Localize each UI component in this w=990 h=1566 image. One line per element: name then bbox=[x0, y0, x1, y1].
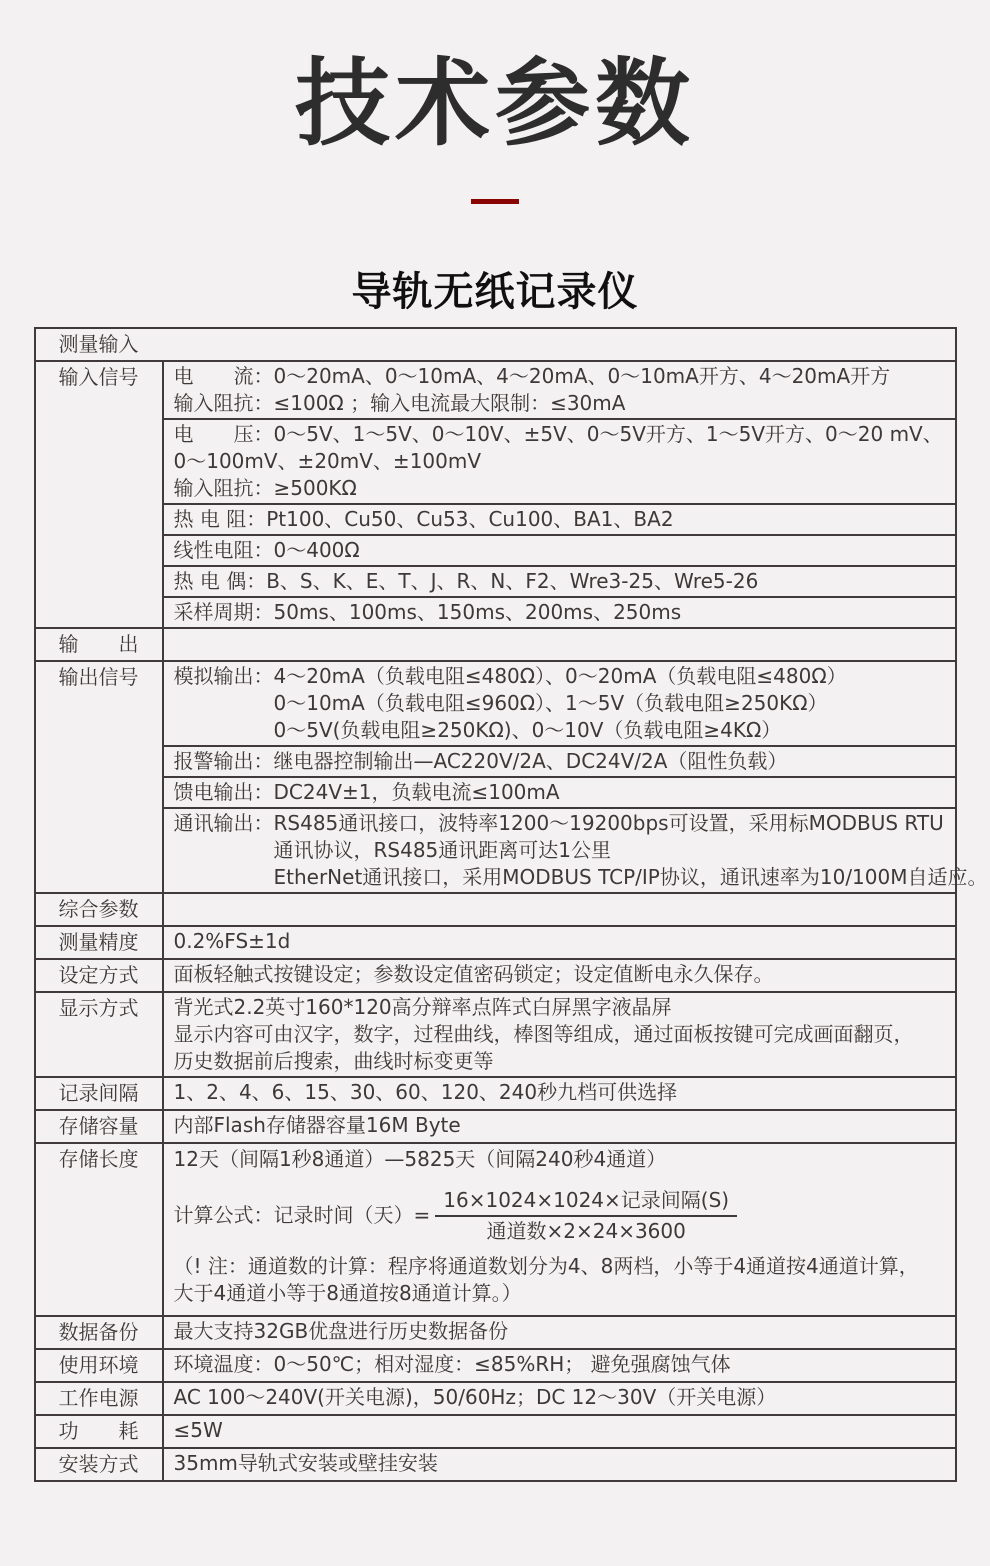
row-power-consumption bbox=[36, 1416, 955, 1449]
spec-line: 线性电阻：0～400Ω bbox=[173, 537, 360, 562]
spec-table bbox=[34, 327, 988, 1482]
sub-row-current bbox=[164, 362, 955, 420]
row-value-empty bbox=[164, 629, 955, 660]
spec-line: 输入阻抗：≤100Ω ；输入电流最大限制：≤30mA bbox=[173, 390, 626, 415]
row-value bbox=[164, 927, 955, 958]
sub-row bbox=[164, 1350, 955, 1379]
spec-line: 电 压：0～5V、1～5V、0～10V、±5V、0～5V开方、1～5V开方、0～20 mV、 bbox=[173, 421, 943, 446]
formula-note: （! 注：通道数的计算：程序将通道数划分为4、8两档，小等于4通道按4通道计算， bbox=[173, 1253, 919, 1278]
row-label: 显示方式 bbox=[36, 993, 164, 1076]
row-label: 存储长度 bbox=[36, 1144, 164, 1315]
section-row-general-params bbox=[36, 894, 955, 927]
spec-line: 面板轻触式按键设定；参数设定值密码锁定；设定值断电永久保存。 bbox=[173, 961, 774, 986]
row-value bbox=[164, 1144, 955, 1315]
row-power-supply bbox=[36, 1383, 955, 1416]
row-installation bbox=[36, 1449, 955, 1480]
spec-line: 最大支持32GB优盘进行历史数据备份 bbox=[173, 1318, 509, 1343]
row-record-interval bbox=[36, 1078, 955, 1111]
sub-row bbox=[164, 1111, 955, 1140]
row-value bbox=[164, 1416, 955, 1447]
row-value bbox=[164, 1383, 955, 1414]
spec-line: 0～100mV、±20mV、±100mV bbox=[173, 448, 482, 473]
product-subtitle: 导轨无纸记录仪 bbox=[351, 268, 639, 315]
sub-row-feed-output bbox=[164, 778, 955, 809]
row-display-method bbox=[36, 993, 955, 1078]
sub-lines bbox=[274, 810, 988, 891]
row-label: 记录间隔 bbox=[36, 1078, 164, 1109]
formula-denominator: 通道数×2×24×3600 bbox=[486, 1218, 686, 1243]
row-value bbox=[164, 993, 955, 1076]
spec-line: 环境温度：0～50℃；相对湿度：≤85%RH； 避免强腐蚀气体 bbox=[173, 1351, 731, 1376]
formula-fraction bbox=[435, 1189, 737, 1243]
spacer bbox=[174, 1173, 955, 1187]
page-title: 技术参数 bbox=[294, 49, 695, 159]
sub-label: 通讯输出： bbox=[173, 810, 274, 835]
row-value bbox=[164, 1111, 955, 1142]
row-label: 测量精度 bbox=[36, 927, 164, 958]
row-label: 工作电源 bbox=[36, 1383, 164, 1414]
spec-line: 显示内容可由汉字，数字，过程曲线，棒图等组成，通过面板按键可完成画面翻页， bbox=[173, 1021, 914, 1046]
formula-note: 大于4通道小等于8通道按8通道计算。） bbox=[173, 1280, 522, 1305]
row-value bbox=[164, 1449, 955, 1480]
sub-row bbox=[164, 1449, 955, 1478]
storage-formula bbox=[174, 1189, 955, 1243]
spec-line: EtherNet通讯接口，采用MODBUS TCP/IP协议，通讯速率为10/100M自适应。 bbox=[273, 864, 988, 889]
row-label: 数据备份 bbox=[36, 1317, 164, 1348]
page-root bbox=[0, 49, 990, 1566]
section-row-measure-input bbox=[36, 329, 955, 362]
sub-row-alarm-output bbox=[164, 747, 955, 778]
sub-row-comm-output bbox=[164, 809, 988, 892]
spec-line: RS485通讯接口，波特率1200～19200bps可设置，采用标MODBUS RTU bbox=[273, 810, 944, 835]
formula-prefix: 计算公式：记录时间（天）= bbox=[173, 1203, 431, 1227]
row-value bbox=[164, 1317, 955, 1348]
spec-line: ≤5W bbox=[173, 1417, 223, 1442]
spec-line: 热 电 阻：Pt100、Cu50、Cu53、Cu100、BA1、BA2 bbox=[173, 506, 674, 531]
spec-line: 输入阻抗：≥500KΩ bbox=[173, 475, 357, 500]
formula-numerator: 16×1024×1024×记录间隔(S) bbox=[435, 1189, 737, 1217]
spec-line: 35mm导轨式安装或壁挂安装 bbox=[173, 1450, 438, 1475]
row-label: 存储容量 bbox=[36, 1111, 164, 1142]
row-value bbox=[164, 662, 988, 892]
row-label: 输入信号 bbox=[36, 362, 164, 627]
spec-line: 0～5V(负载电阻≥250KΩ)、0～10V（负载电阻≥4KΩ） bbox=[273, 717, 782, 742]
sub-row bbox=[164, 927, 955, 956]
spec-line: 热 电 偶：B、S、K、E、T、J、R、N、F2、Wre3-25、Wre5-26 bbox=[173, 568, 759, 593]
row-environment bbox=[36, 1350, 955, 1383]
sub-row bbox=[164, 960, 955, 989]
red-divider bbox=[471, 199, 519, 204]
section-label: 综合参数 bbox=[36, 894, 164, 925]
spec-line: 4～20mA（负载电阻≤480Ω）、0～20mA（负载电阻≤480Ω） bbox=[273, 663, 847, 688]
sub-row bbox=[164, 1383, 955, 1412]
row-label: 使用环境 bbox=[36, 1350, 164, 1381]
row-accuracy bbox=[36, 927, 955, 960]
spec-line: 历史数据前后搜索，曲线时标变更等 bbox=[173, 1048, 494, 1073]
row-storage-length bbox=[36, 1144, 955, 1317]
spec-line: AC 100～240V(开关电源)，50/60Hz；DC 12～30V（开关电源） bbox=[173, 1384, 777, 1409]
spec-line: 采样周期：50ms、100ms、150ms、200ms、250ms bbox=[173, 599, 682, 624]
row-setting-method bbox=[36, 960, 955, 993]
group-row-output-signal bbox=[36, 662, 988, 894]
spec-line: 内部Flash存储器容量16M Byte bbox=[173, 1112, 461, 1137]
row-data-backup bbox=[36, 1317, 955, 1350]
section-row-output bbox=[36, 629, 955, 662]
sub-row-rtd bbox=[164, 505, 955, 536]
sub-label: 模拟输出： bbox=[173, 663, 274, 688]
sub-row bbox=[164, 1416, 955, 1445]
spec-line: 背光式2.2英寸160*120高分辩率点阵式白屏黑字液晶屏 bbox=[173, 994, 672, 1019]
row-value bbox=[164, 1078, 955, 1109]
spec-line: 通讯协议，RS485通讯距离可达1公里 bbox=[273, 837, 611, 862]
row-value bbox=[164, 362, 955, 627]
sub-row bbox=[164, 1317, 955, 1346]
row-label: 功 耗 bbox=[36, 1416, 164, 1447]
row-label: 设定方式 bbox=[36, 960, 164, 991]
row-value bbox=[164, 960, 955, 991]
sub-lines bbox=[274, 663, 847, 744]
spec-line: 报警输出：继电器控制输出—AC220V/2A、DC24V/2A（阻性负载） bbox=[173, 748, 788, 773]
row-label: 安装方式 bbox=[36, 1449, 164, 1480]
row-value bbox=[164, 1350, 955, 1381]
row-label: 输出信号 bbox=[36, 662, 164, 892]
section-label: 测量输入 bbox=[58, 331, 139, 356]
group-row-input-signal bbox=[36, 362, 955, 629]
sub-row-analog-output bbox=[164, 662, 955, 747]
spec-line: 馈电输出：DC24V±1，负载电流≤100mA bbox=[173, 779, 560, 804]
sub-row-thermocouple bbox=[164, 567, 955, 598]
sub-row-linear-resistance bbox=[164, 536, 955, 567]
sub-row-voltage bbox=[164, 420, 955, 505]
spec-line: 12天（间隔1秒8通道）—5825天（间隔240秒4通道） bbox=[173, 1146, 667, 1171]
row-value-empty bbox=[164, 894, 955, 925]
sub-row bbox=[164, 1078, 955, 1107]
sub-row-storage-detail bbox=[164, 1144, 955, 1315]
sub-row bbox=[164, 993, 955, 1076]
spec-line: 1、2、4、6、15、30、60、120、240秒九档可供选择 bbox=[173, 1079, 678, 1104]
row-storage-capacity bbox=[36, 1111, 955, 1144]
spec-line: 0.2%FS±1d bbox=[173, 928, 291, 953]
spec-line: 0～10mA（负载电阻≤960Ω）、1～5V（负载电阻≥250KΩ） bbox=[273, 690, 828, 715]
sub-row-sampling-period bbox=[164, 598, 955, 627]
section-label: 输 出 bbox=[36, 629, 164, 660]
spec-line: 电 流：0～20mA、0～10mA、4～20mA、0～10mA开方、4～20mA开方 bbox=[173, 363, 891, 388]
